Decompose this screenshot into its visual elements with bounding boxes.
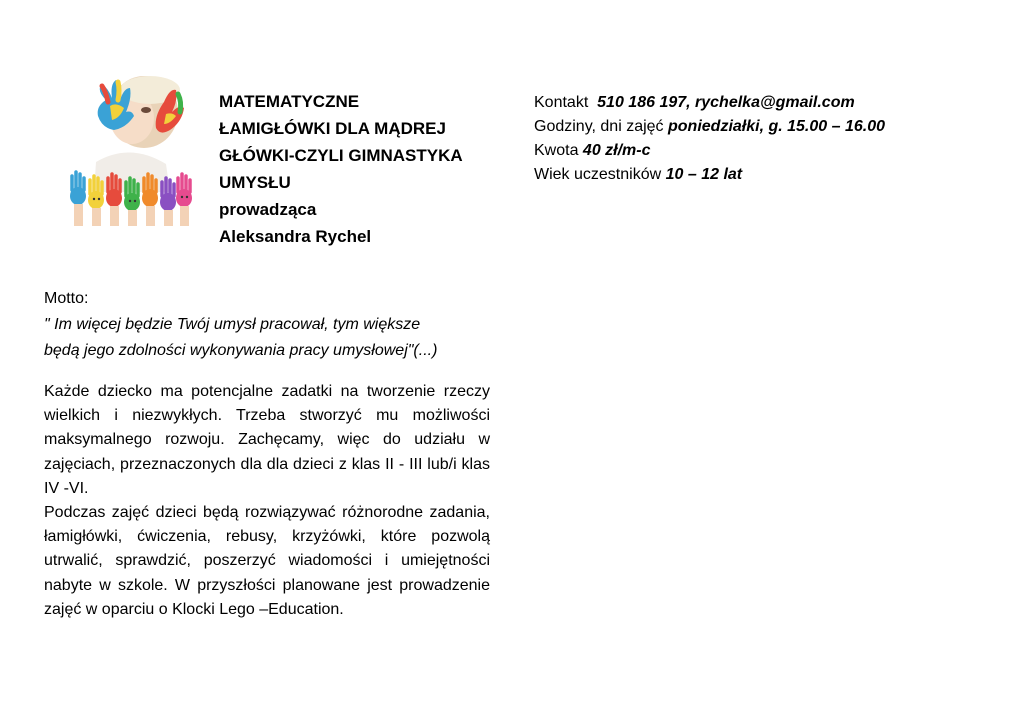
motto bbox=[44, 286, 494, 364]
motto-quote-line-1: " Im więcej będzie Twój umysł pracował, tym większe bbox=[44, 316, 421, 333]
hours-value: poniedziałki, g. 15.00 – 16.00 bbox=[668, 118, 885, 135]
price-row bbox=[534, 139, 974, 163]
age-value: 10 – 12 lat bbox=[665, 166, 743, 183]
motto-label: Motto: bbox=[44, 290, 89, 307]
description bbox=[44, 380, 490, 622]
contact-value: 510 186 197, rychelka@gmail.com bbox=[597, 94, 855, 111]
age-label: Wiek uczestników bbox=[534, 166, 662, 183]
title-line-2: ŁAMIGŁÓWKI DLA MĄDREJ bbox=[219, 119, 446, 138]
instructor-name: Aleksandra Rychel bbox=[219, 227, 372, 246]
hours-row bbox=[534, 115, 974, 139]
title-line-1: MATEMATYCZNE bbox=[219, 92, 360, 111]
contact-row bbox=[534, 91, 974, 115]
age-row bbox=[534, 163, 974, 187]
price-value: 40 zł/m-c bbox=[582, 142, 651, 159]
painted-hands-image bbox=[66, 72, 194, 226]
contact-label: Kontakt bbox=[534, 94, 589, 111]
title-line-3: GŁÓWKI-CZYLI GIMNASTYKA bbox=[219, 146, 463, 165]
description-paragraph-1: Każde dziecko ma potencjalne zadatki na tworzenie rzeczy wielkich i niezwykłych. Trzeba stworzyć mu możliwości maksymalnego rozwoju. Zachęcamy, więc do udziału w zajęciach, przeznaczonych dla dla dzieci z klas II - III lub/i klas IV -VI. bbox=[44, 383, 490, 497]
title-line-4: UMYSŁU bbox=[219, 173, 291, 192]
info-block bbox=[534, 91, 974, 187]
description-paragraph-2: Podczas zajęć dzieci będą rozwiązywać różnorodne zadania, łamigłówki, ćwiczenia, rebusy, krzyżówki, które pozwolą utrwalić, sprawdzić, poszerzyć wiadomości i umiejętności nabyte w szkole. W przyszłości planowane jest prowadzenie zajęć w oparciu o Klocki Lego –Education. bbox=[44, 504, 490, 618]
instructor-label: prowadząca bbox=[219, 200, 317, 219]
motto-quote-line-2: będą jego zdolności wykonywania pracy umysłowej"(...) bbox=[44, 342, 438, 359]
hours-label: Godziny, dni zajęć bbox=[534, 118, 664, 135]
price-label: Kwota bbox=[534, 142, 579, 159]
program-title bbox=[219, 88, 499, 250]
